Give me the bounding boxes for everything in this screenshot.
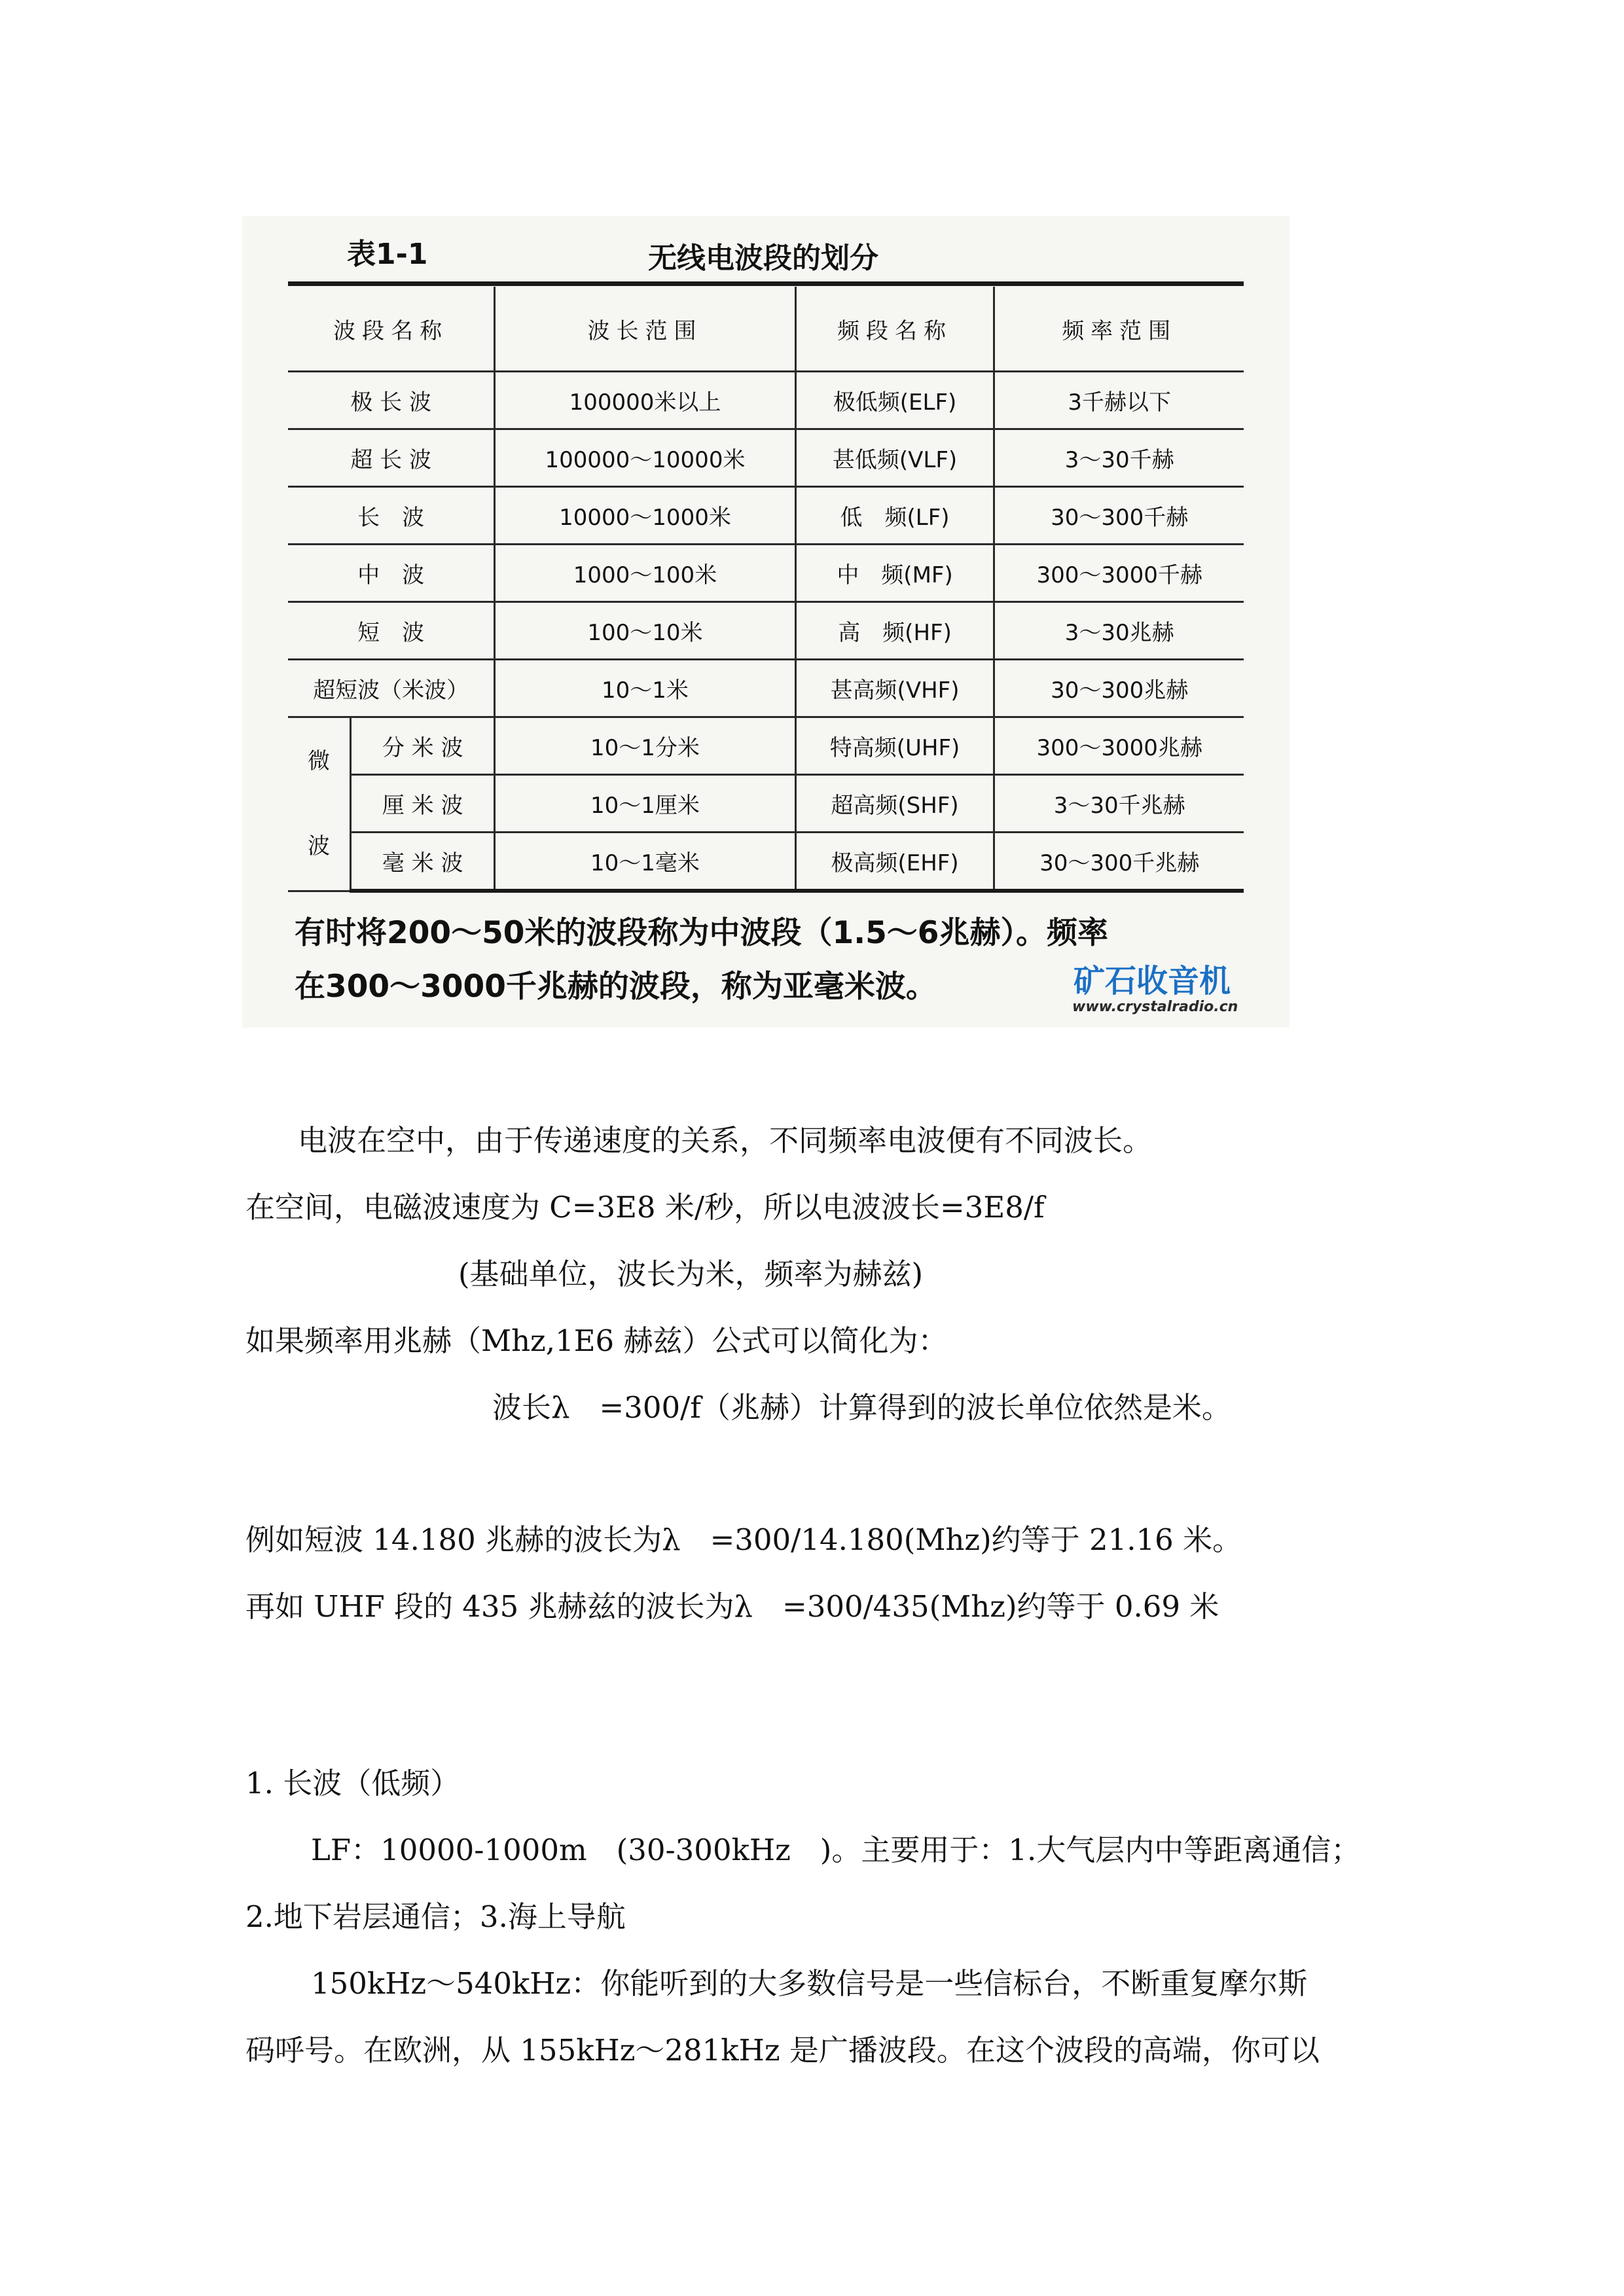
band-table [288,287,1244,893]
table-label: 表1-1 [347,238,428,271]
cell-freq-range: 3～30千兆赫 [994,775,1244,833]
cell-wavelength: 10000～1000米 [495,487,795,545]
cell-freq-name: 极高频(EHF) [795,833,994,891]
paragraph: 电波在空中，由于传递速度的关系，不同频率电波便有不同波长。 [298,1123,1153,1158]
paragraph: (基础单位，波长为米，频率为赫兹) [458,1257,924,1291]
cell-wavelength: 10～1毫米 [495,833,795,891]
cell-freq-range: 300～3000千赫 [994,545,1244,602]
paragraph: LF：10000-1000m (30-300kHz )。主要用于：1.大气层内中等距离通信； [311,1833,1361,1867]
cell-band: 短 波 [288,602,495,660]
cell-band: 分 米 波 [351,717,495,775]
cell-wavelength: 100～10米 [495,602,795,660]
cell-freq-range: 30～300兆赫 [994,660,1244,717]
cell-band: 极 长 波 [288,372,495,429]
cell-band: 超短波（米波） [288,660,495,717]
cell-band: 毫 米 波 [351,833,495,891]
section-heading: 1. 长波（低频） [245,1766,460,1801]
watermark-url: www.crystalradio.cn [1072,999,1238,1015]
cell-wavelength: 10～1米 [495,660,795,717]
cell-wavelength: 100000～10000米 [495,429,795,487]
cell-band: 中 波 [288,545,495,602]
cell-freq-range: 3～30千赫 [994,429,1244,487]
table-row [288,602,1244,660]
microwave-label-bottom: 波 [308,833,330,860]
cell-freq-range: 30～300千兆赫 [994,833,1244,891]
cell-freq-name: 高 频(HF) [795,602,994,660]
cell-wavelength: 1000～100米 [495,545,795,602]
microwave-group-label [288,717,351,891]
table-header-row [288,287,1244,372]
example-line: 例如短波 14.180 兆赫的波长为λ =300/14.180(Mhz)约等于 21.16 米。 [245,1522,1242,1557]
table-row [288,372,1244,429]
header-freq-name: 频段名称 [795,287,994,372]
table-row [288,717,1244,775]
cell-wavelength: 10～1厘米 [495,775,795,833]
table-row [288,545,1244,602]
cell-freq-name: 特高频(UHF) [795,717,994,775]
cell-freq-name: 甚高频(VHF) [795,660,994,717]
cell-freq-name: 中 频(MF) [795,545,994,602]
cell-band: 厘 米 波 [351,775,495,833]
example-line: 再如 UHF 段的 435 兆赫兹的波长为λ =300/435(Mhz)约等于 0.69 米 [245,1589,1219,1624]
cell-freq-range: 30～300千赫 [994,487,1244,545]
header-freq-range: 频率范围 [994,287,1244,372]
cell-freq-range: 3～30兆赫 [994,602,1244,660]
table-row [288,775,1244,833]
paragraph: 150kHz～540kHz：你能听到的大多数信号是一些信标台，不断重复摩尔斯 [311,1966,1308,2001]
cell-wavelength: 100000米以上 [495,372,795,429]
watermark-brand: 矿石收音机 [1074,963,1231,999]
table-row [288,429,1244,487]
paragraph: 如果频率用兆赫（Mhz,1E6 赫兹）公式可以简化为： [245,1323,948,1358]
cell-freq-name: 甚低频(VLF) [795,429,994,487]
table-row [288,487,1244,545]
cell-freq-range: 3千赫以下 [994,372,1244,429]
cell-wavelength: 10～1分米 [495,717,795,775]
microwave-label-top: 微 [308,748,330,775]
cell-band: 超 长 波 [288,429,495,487]
header-wavelength: 波长范围 [495,287,795,372]
cell-freq-name: 极低频(ELF) [795,372,994,429]
cell-freq-name: 低 频(LF) [795,487,994,545]
cell-freq-name: 超高频(SHF) [795,775,994,833]
cell-band: 长 波 [288,487,495,545]
header-band-name: 波段名称 [288,287,495,372]
cell-freq-range: 300～3000兆赫 [994,717,1244,775]
paragraph: 在空间，电磁波速度为 C=3E8 米/秒，所以电波波长=3E8/f [245,1190,1045,1225]
paragraph: 2.地下岩层通信；3.海上导航 [245,1899,626,1934]
table-row [288,833,1244,891]
table-top-rule [288,281,1244,286]
footnote-line: 有时将200～50米的波段称为中波段（1.5～6兆赫）。频率 [295,915,1108,951]
table-row [288,660,1244,717]
paragraph: 码呼号。在欧洲，从 155kHz～281kHz 是广播波段。在这个波段的高端，你可以 [245,2033,1320,2068]
band-table-figure [242,216,1290,1028]
footnote-line: 在300～3000千兆赫的波段，称为亚毫米波。 [295,969,937,1005]
formula-line: 波长λ =300/f（兆赫）计算得到的波长单位依然是米。 [492,1390,1231,1425]
table-title: 无线电波段的划分 [648,242,878,275]
